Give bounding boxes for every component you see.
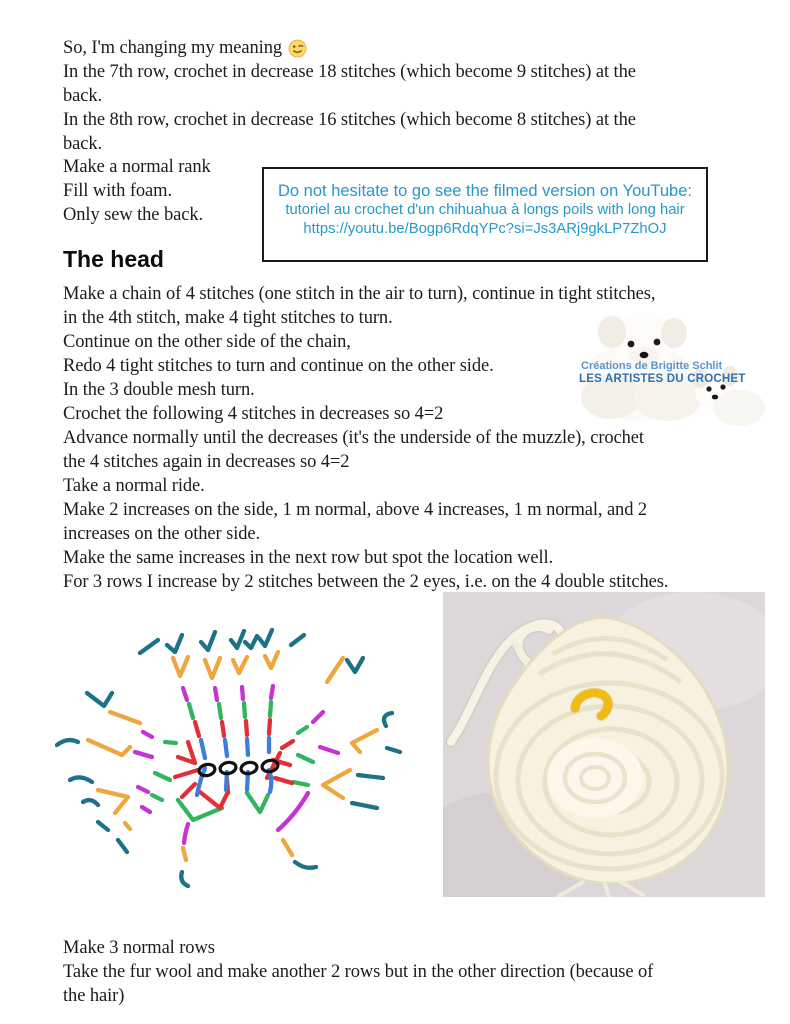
- text-line: In the 7th row, crochet in decrease 18 stitches (which become 9 stitches) at the: [63, 62, 636, 82]
- youtube-link[interactable]: https://youtu.be/Bogp6RdqYPc?si=Js3ARj9gkLP7ZhOJ: [303, 221, 667, 237]
- text-line: back.: [63, 134, 103, 154]
- notes-paragraph: [63, 155, 211, 227]
- logo-text-line2: LES ARTISTES DU CROCHET: [579, 373, 746, 385]
- text-line: Crochet the following 4 stitches in decreases so 4=2: [63, 404, 444, 424]
- text-line: Make a normal rank: [63, 157, 211, 177]
- text-line: Make 2 increases on the side, 1 m normal, above 4 increases, 1 m normal, and 2: [63, 500, 648, 520]
- text-line: Advance normally until the decreases (it's the underside of the muzzle), crochet: [63, 428, 644, 448]
- text-line: Continue on the other side of the chain,: [63, 332, 351, 352]
- text-line: Only sew the back.: [63, 205, 203, 225]
- text-line: Take a normal ride.: [63, 476, 205, 496]
- text-line: Make the same increases in the next row but spot the location well.: [63, 548, 554, 568]
- wink-emoji-icon: [288, 39, 307, 58]
- section-heading: The head: [63, 246, 164, 272]
- photo-crochet-head: [443, 592, 765, 897]
- logo-text-line1: Créations de Brigitte Schlit: [581, 360, 723, 372]
- crochet-stitch-diagram: [55, 600, 440, 900]
- text-line: Take the fur wool and make another 2 rows but in the other direction (because of: [63, 962, 654, 982]
- text-line: In the 3 double mesh turn.: [63, 380, 255, 400]
- text-line: In the 8th row, crochet in decrease 16 stitches (which become 8 stitches) at the: [63, 110, 636, 130]
- text-line: Redo 4 tight stitches to turn and continue on the other side.: [63, 356, 494, 376]
- footer-paragraph: [63, 936, 653, 1008]
- text-line: Fill with foam.: [63, 181, 172, 201]
- intro-first-line: So, I'm changing my meaning: [63, 38, 283, 58]
- intro-paragraph: [63, 36, 636, 156]
- text-line: back.: [63, 86, 103, 106]
- text-line: Make 3 normal rows: [63, 938, 215, 958]
- text-line: the hair): [63, 986, 125, 1006]
- text-line: the 4 stitches again in decreases so 4=2: [63, 452, 350, 472]
- text-line: increases on the other side.: [63, 524, 261, 544]
- youtube-box-title: Do not hesitate to go see the filmed version on YouTube:: [278, 182, 692, 200]
- intro-lines: [63, 60, 636, 156]
- youtube-box-subtitle: tutoriel au crochet d'un chihuahua à longs poils with long hair: [285, 202, 685, 218]
- text-line: For 3 rows I increase by 2 stitches between the 2 eyes, i.e. on the 4 double stitches.: [63, 572, 669, 592]
- text-line: Make a chain of 4 stitches (one stitch in the air to turn), continue in tight stitches,: [63, 284, 656, 304]
- text-line: in the 4th stitch, make 4 tight stitches to turn.: [63, 308, 393, 328]
- youtube-callout-box: [262, 167, 708, 262]
- brand-logo: [563, 302, 765, 428]
